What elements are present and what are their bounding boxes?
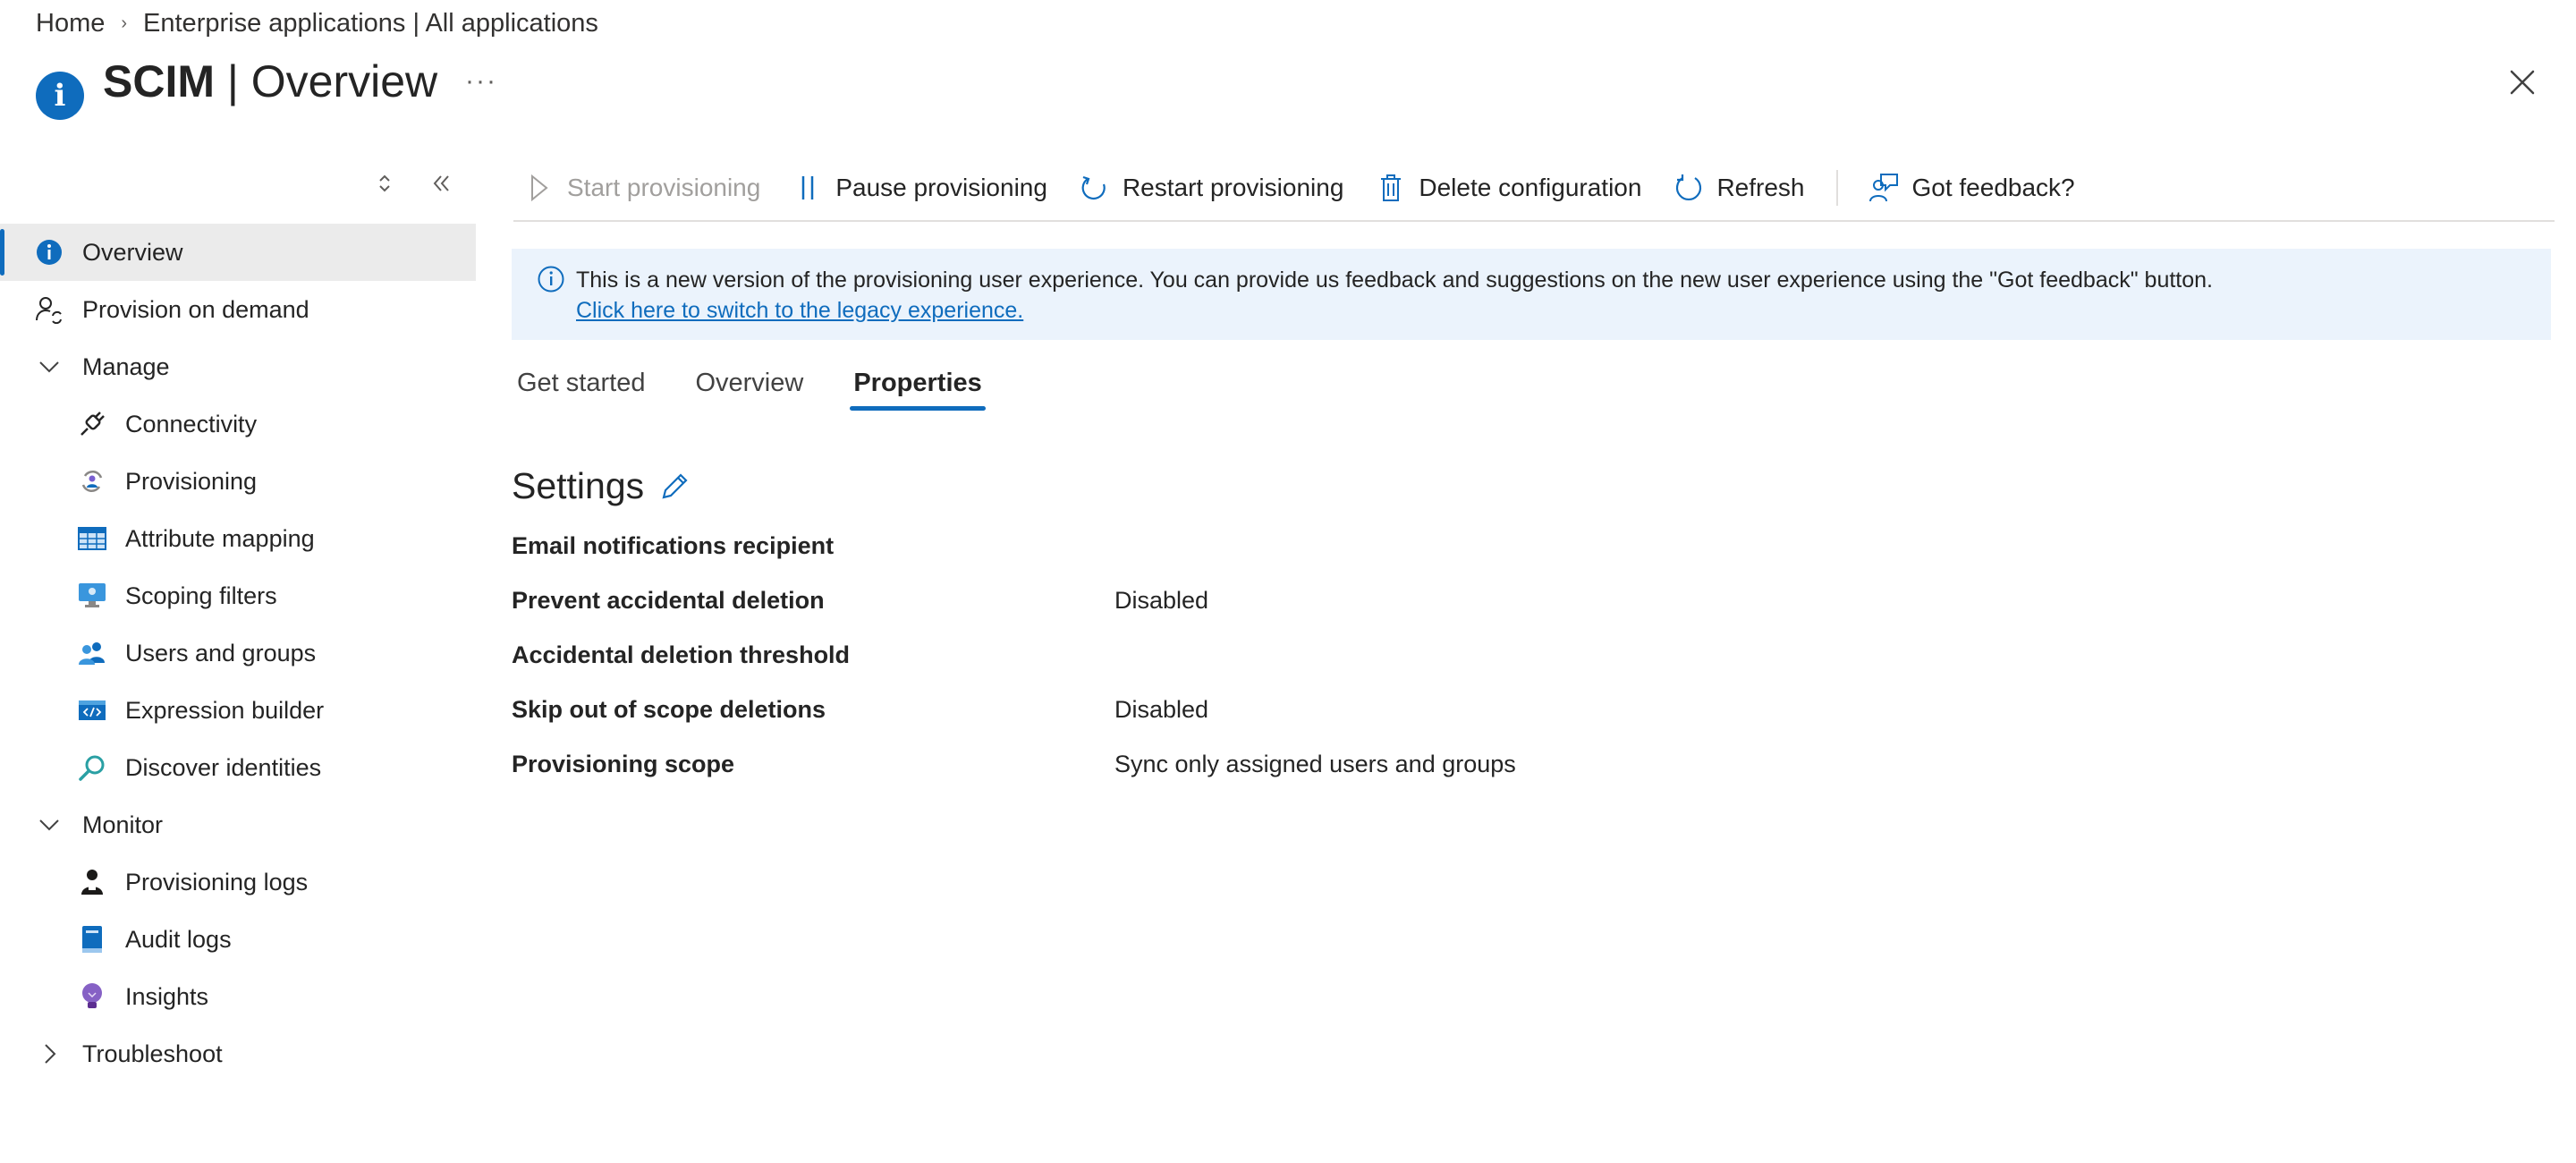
feedback-icon — [1868, 173, 1899, 203]
sidebar-group-label: Monitor — [82, 811, 164, 838]
sidebar-item-audit-logs[interactable] — [0, 911, 476, 968]
sidebar-group-manage[interactable] — [0, 338, 476, 395]
settings-title: Settings — [512, 465, 645, 506]
start-provisioning-label: Start provisioning — [567, 174, 761, 201]
provisioning-icon — [77, 466, 107, 497]
refresh-button[interactable] — [1674, 173, 1804, 203]
person-sync-icon — [34, 294, 64, 325]
property-label: Skip out of scope deletions — [512, 696, 826, 723]
sidebar-item-provision-on-demand[interactable] — [0, 281, 476, 338]
property-value: Sync only assigned users and groups — [1114, 751, 1516, 777]
property-value: Disabled — [1114, 696, 1209, 723]
pause-provisioning-button[interactable] — [792, 173, 1047, 203]
sidebar-group-label: Troubleshoot — [82, 1040, 223, 1067]
legacy-experience-link[interactable]: Click here to switch to the legacy experience. — [576, 298, 1024, 323]
got-feedback-label: Got feedback? — [1911, 174, 2075, 201]
property-label: Email notifications recipient — [512, 532, 835, 559]
sidebar-group-troubleshoot[interactable] — [0, 1025, 476, 1082]
info-icon: i — [36, 72, 84, 120]
delete-configuration-button[interactable] — [1376, 173, 1641, 203]
property-row — [512, 628, 1516, 683]
chevron-right-icon — [34, 1039, 64, 1069]
expand-collapse-icon[interactable] — [376, 172, 394, 201]
chevron-right-icon: › — [121, 13, 128, 33]
sidebar-item-label: Discover identities — [125, 753, 322, 781]
edit-pencil-icon[interactable] — [658, 470, 692, 504]
refresh-icon — [1674, 173, 1704, 203]
play-icon — [524, 173, 555, 203]
refresh-label: Refresh — [1716, 174, 1805, 201]
property-row — [512, 683, 1516, 737]
sidebar-item-label: Users and groups — [125, 639, 317, 666]
chevron-down-icon — [34, 352, 64, 382]
close-icon[interactable] — [2504, 64, 2540, 100]
tab-properties[interactable]: Properties — [853, 361, 981, 411]
property-label: Provisioning scope — [512, 751, 735, 777]
settings-properties — [512, 519, 1516, 792]
property-value: Disabled — [1114, 587, 1209, 614]
tab-overview[interactable]: Overview — [695, 369, 804, 397]
restart-provisioning-button[interactable] — [1080, 173, 1343, 203]
users-icon — [77, 638, 107, 668]
chevron-down-icon — [34, 810, 64, 840]
property-label: Accidental deletion threshold — [512, 641, 851, 668]
pause-icon — [792, 173, 823, 203]
info-banner — [512, 249, 2551, 340]
property-row — [512, 737, 1516, 792]
pause-provisioning-label: Pause provisioning — [835, 174, 1047, 201]
sidebar-item-attribute-mapping[interactable] — [0, 510, 476, 567]
lightbulb-icon — [77, 981, 107, 1012]
sidebar-item-provisioning[interactable] — [0, 453, 476, 510]
sidebar-item-label: Overview — [82, 238, 183, 266]
sidebar-item-label: Provisioning logs — [125, 868, 309, 896]
search-icon — [77, 752, 107, 783]
book-icon — [77, 924, 107, 955]
got-feedback-button[interactable] — [1868, 173, 2074, 203]
sidebar-group-label: Manage — [82, 352, 170, 380]
command-bar — [524, 161, 2107, 215]
sidebar-item-label: Expression builder — [125, 696, 325, 724]
toolbar-divider-line — [513, 220, 2555, 222]
trash-icon — [1376, 173, 1406, 203]
sidebar-item-label: Scoping filters — [125, 582, 277, 609]
sidebar-item-provisioning-logs[interactable] — [0, 853, 476, 911]
breadcrumb-home[interactable]: Home — [36, 8, 106, 38]
sidebar-tools — [376, 172, 453, 201]
toolbar-divider — [1836, 170, 1838, 206]
sidebar-item-label: Insights — [125, 982, 209, 1010]
delete-configuration-label: Delete configuration — [1419, 174, 1642, 201]
sidebar-item-connectivity[interactable] — [0, 395, 476, 453]
sidebar-item-label: Provisioning — [125, 467, 258, 495]
more-options-button[interactable]: ··· — [465, 66, 497, 96]
sidebar-item-expression-builder[interactable] — [0, 682, 476, 739]
page-title — [103, 55, 437, 107]
sidebar — [0, 224, 476, 1082]
breadcrumb — [36, 5, 598, 41]
sidebar-group-monitor[interactable] — [0, 796, 476, 853]
breadcrumb-enterprise-apps[interactable]: Enterprise applications | All applications — [143, 8, 598, 38]
sidebar-item-label: Attribute mapping — [125, 524, 315, 552]
code-icon — [77, 695, 107, 726]
page-title-section: | Overview — [215, 56, 438, 106]
log-user-icon — [77, 867, 107, 897]
info-outline-icon — [537, 265, 567, 295]
table-icon — [77, 523, 107, 554]
sidebar-item-users-and-groups[interactable] — [0, 624, 476, 682]
sidebar-item-scoping-filters[interactable] — [0, 567, 476, 624]
banner-message: This is a new version of the provisioning user experience. You can provide us feedback and suggestions on the new user experience using the "Got feedback" button. — [576, 267, 2214, 293]
plug-icon — [77, 409, 107, 439]
start-provisioning-button[interactable] — [524, 173, 760, 203]
sidebar-item-label: Provision on demand — [82, 295, 309, 323]
sidebar-item-insights[interactable] — [0, 968, 476, 1025]
sidebar-item-overview[interactable] — [0, 224, 476, 281]
sidebar-item-label: Audit logs — [125, 925, 232, 953]
collapse-sidebar-icon[interactable] — [429, 172, 453, 201]
sidebar-item-discover-identities[interactable] — [0, 739, 476, 796]
sidebar-item-label: Connectivity — [125, 410, 258, 437]
property-row — [512, 573, 1516, 628]
monitor-icon — [77, 581, 107, 611]
tab-get-started[interactable]: Get started — [517, 369, 646, 397]
settings-heading — [512, 465, 692, 507]
restart-icon — [1080, 173, 1110, 203]
info-icon — [34, 237, 64, 267]
property-row — [512, 519, 1516, 573]
page-title-app: SCIM — [103, 56, 215, 106]
property-label: Prevent accidental deletion — [512, 587, 825, 614]
restart-provisioning-label: Restart provisioning — [1122, 174, 1344, 201]
tab-list — [517, 361, 1032, 411]
